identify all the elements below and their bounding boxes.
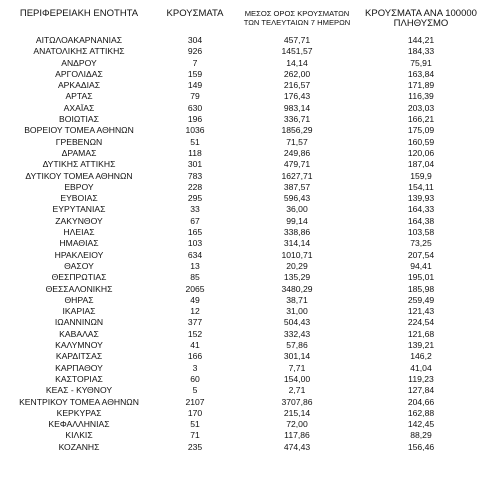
cell-avg: 71,57 bbox=[286, 136, 308, 147]
table-row bbox=[0, 125, 480, 136]
table-row bbox=[0, 385, 480, 396]
cell-cases: 51 bbox=[190, 419, 200, 430]
cell-avg: 57,86 bbox=[286, 340, 308, 351]
table-row bbox=[0, 397, 480, 408]
cell-avg: 596,43 bbox=[283, 193, 311, 204]
cell-avg: 14,14 bbox=[286, 57, 308, 68]
cell-avg: 457,71 bbox=[283, 35, 311, 45]
cell-cases: 235 bbox=[187, 441, 203, 452]
cell-per100k: 94,41 bbox=[410, 260, 432, 271]
table-row bbox=[0, 306, 480, 317]
table-row bbox=[0, 69, 480, 80]
cell-avg: 31,00 bbox=[286, 306, 308, 317]
cell-avg: 72,00 bbox=[286, 419, 308, 430]
header-region: ΠΕΡΙΦΕΡΕΙΑΚΗ ΕΝΟΤΗΤΑ bbox=[19, 8, 139, 19]
cell-avg: 474,43 bbox=[283, 441, 311, 452]
cell-avg: 314,14 bbox=[283, 238, 311, 249]
cell-cases: 783 bbox=[187, 170, 203, 181]
cell-region: ΓΡΕΒΕΝΩΝ bbox=[55, 136, 103, 147]
cell-cases: 1036 bbox=[185, 125, 205, 136]
table-row bbox=[0, 171, 480, 182]
cell-cases: 295 bbox=[187, 193, 203, 204]
table-row bbox=[0, 103, 480, 114]
cell-per100k: 127,84 bbox=[407, 385, 435, 396]
cell-cases: 60 bbox=[190, 373, 200, 384]
cell-cases: 170 bbox=[187, 407, 203, 418]
cell-region: ΔΥΤΙΚΗΣ ΑΤΤΙΚΗΣ bbox=[42, 159, 116, 170]
cell-region: ΚΙΛΚΙΣ bbox=[65, 430, 93, 441]
table-row bbox=[0, 329, 480, 340]
cell-cases: 301 bbox=[187, 159, 203, 170]
cell-avg: 176,43 bbox=[283, 91, 311, 102]
cell-cases: 2065 bbox=[185, 283, 205, 294]
cell-avg: 249,86 bbox=[283, 147, 311, 158]
cell-per100k: 160,59 bbox=[407, 136, 435, 147]
cell-avg: 338,86 bbox=[283, 227, 311, 238]
cell-avg: 332,43 bbox=[283, 328, 311, 339]
cell-cases: 630 bbox=[187, 102, 203, 113]
table-row bbox=[0, 193, 480, 204]
table-row bbox=[0, 159, 480, 170]
cell-per100k: 159,9 bbox=[410, 170, 432, 181]
cell-region: ΗΡΑΚΛΕΙΟΥ bbox=[54, 249, 104, 260]
cell-region: ΚΕΡΚΥΡΑΣ bbox=[56, 407, 102, 418]
cell-region: ΘΗΡΑΣ bbox=[64, 294, 94, 305]
cell-per100k: 121,68 bbox=[407, 328, 435, 339]
cell-region: ΑΝΔΡΟΥ bbox=[61, 57, 97, 68]
cell-region: ΚΑΒΑΛΑΣ bbox=[59, 328, 99, 339]
table-row bbox=[0, 363, 480, 374]
cell-avg: 1451,57 bbox=[281, 46, 313, 57]
cell-per100k: 203,03 bbox=[407, 102, 435, 113]
cell-avg: 479,71 bbox=[283, 159, 311, 170]
cell-cases: 2107 bbox=[185, 396, 205, 407]
cell-avg: 36,00 bbox=[286, 204, 308, 215]
table-body bbox=[0, 35, 480, 453]
table-row bbox=[0, 148, 480, 159]
cell-avg: 215,14 bbox=[283, 407, 311, 418]
table-row bbox=[0, 351, 480, 362]
cell-cases: 71 bbox=[190, 430, 200, 441]
cell-cases: 149 bbox=[187, 80, 203, 91]
cell-region: ΙΩΑΝΝΙΝΩΝ bbox=[54, 317, 104, 328]
cell-region: ΙΚΑΡΙΑΣ bbox=[62, 306, 96, 317]
cell-cases: 166 bbox=[187, 351, 203, 362]
cell-per100k: 119,23 bbox=[408, 373, 434, 384]
cell-per100k: 259,49 bbox=[407, 294, 435, 305]
table-row bbox=[0, 216, 480, 227]
cell-cases: 103 bbox=[187, 238, 203, 249]
cell-per100k: 103,58 bbox=[407, 227, 435, 238]
cell-cases: 634 bbox=[187, 249, 203, 260]
cell-per100k: 154,11 bbox=[408, 181, 434, 192]
cell-avg: 117,86 bbox=[284, 430, 310, 441]
cell-avg: 7,71 bbox=[288, 362, 306, 373]
table-row bbox=[0, 35, 480, 46]
cell-avg: 2,71 bbox=[288, 385, 306, 396]
cases-table bbox=[0, 9, 480, 453]
cell-per100k: 139,93 bbox=[407, 193, 435, 204]
table-row bbox=[0, 137, 480, 148]
cell-avg: 301,14 bbox=[283, 351, 311, 362]
cell-region: ΖΑΚΥΝΘΟΥ bbox=[55, 215, 103, 226]
cell-region: ΚΑΛΥΜΝΟΥ bbox=[55, 340, 103, 351]
cell-region: ΒΟΙΩΤΙΑΣ bbox=[59, 114, 99, 125]
table-row bbox=[0, 182, 480, 193]
cell-cases: 159 bbox=[187, 68, 203, 79]
cell-region: ΕΥΡΥΤΑΝΙΑΣ bbox=[52, 204, 106, 215]
cell-per100k: 185,98 bbox=[407, 283, 435, 294]
cell-per100k: 224,54 bbox=[407, 317, 435, 328]
cell-per100k: 171,89 bbox=[407, 80, 435, 91]
cell-per100k: 139,21 bbox=[407, 340, 435, 351]
cell-region: ΑΙΤΩΛΟΑΚΑΡΝΑΝΙΑΣ bbox=[35, 35, 123, 45]
table-row bbox=[0, 238, 480, 249]
cell-per100k: 120,06 bbox=[407, 147, 435, 158]
table-row bbox=[0, 58, 480, 69]
table-row bbox=[0, 272, 480, 283]
cell-region: ΚΑΡΔΙΤΣΑΣ bbox=[55, 351, 103, 362]
cell-cases: 152 bbox=[187, 328, 203, 339]
cell-avg: 38,71 bbox=[286, 294, 308, 305]
cell-per100k: 146,2 bbox=[410, 351, 432, 362]
cell-per100k: 204,66 bbox=[407, 396, 435, 407]
table-row bbox=[0, 284, 480, 295]
cell-cases: 13 bbox=[190, 260, 200, 271]
cell-region: ΕΥΒΟΙΑΣ bbox=[60, 193, 98, 204]
header-cases: ΚΡΟΥΣΜΑΤΑ bbox=[166, 8, 224, 19]
cell-per100k: 195,01 bbox=[407, 272, 435, 283]
cell-region: ΗΜΑΘΙΑΣ bbox=[59, 238, 99, 249]
table-header bbox=[0, 9, 480, 35]
cell-region: ΗΛΕΙΑΣ bbox=[63, 227, 95, 238]
cell-avg: 135,29 bbox=[283, 272, 311, 283]
cell-cases: 7 bbox=[192, 57, 198, 68]
cell-per100k: 144,21 bbox=[407, 35, 435, 45]
cell-region: ΚΑΣΤΟΡΙΑΣ bbox=[55, 373, 103, 384]
table-row bbox=[0, 91, 480, 102]
cell-per100k: 156,46 bbox=[407, 441, 435, 452]
table-row bbox=[0, 227, 480, 238]
cell-avg: 1010,71 bbox=[281, 249, 313, 260]
cell-per100k: 75,91 bbox=[410, 57, 432, 68]
cell-avg: 504,43 bbox=[283, 317, 311, 328]
cell-per100k: 207,54 bbox=[407, 249, 435, 260]
cell-avg: 3480,29 bbox=[281, 283, 313, 294]
cell-per100k: 73,25 bbox=[410, 238, 432, 249]
header-per100k: ΚΡΟΥΣΜΑΤΑ ΑΝΑ 100000 ΠΛΗΘΥΣΜΟ bbox=[365, 8, 477, 29]
cell-cases: 5 bbox=[192, 385, 198, 396]
cell-region: ΔΥΤΙΚΟΥ ΤΟΜΕΑ ΑΘΗΝΩΝ bbox=[25, 170, 133, 181]
cell-avg: 99,14 bbox=[286, 215, 308, 226]
cell-avg: 216,57 bbox=[283, 80, 311, 91]
cell-per100k: 142,45 bbox=[407, 419, 435, 430]
cell-region: ΚΕΦΑΛΛΗΝΙΑΣ bbox=[48, 419, 110, 430]
cell-region: ΘΕΣΣΑΛΟΝΙΚΗΣ bbox=[45, 283, 113, 294]
cell-cases: 41 bbox=[190, 340, 200, 351]
cell-cases: 85 bbox=[190, 272, 200, 283]
cell-per100k: 88,29 bbox=[410, 430, 432, 441]
table-row bbox=[0, 204, 480, 215]
cell-cases: 12 bbox=[190, 306, 200, 317]
cell-per100k: 164,33 bbox=[407, 204, 435, 215]
cell-region: ΘΑΣΟΥ bbox=[64, 260, 94, 271]
cell-cases: 926 bbox=[187, 46, 203, 57]
table-row bbox=[0, 46, 480, 57]
cell-cases: 3 bbox=[192, 362, 198, 373]
cell-cases: 228 bbox=[187, 181, 203, 192]
cell-avg: 3707,86 bbox=[281, 396, 313, 407]
cell-per100k: 166,21 bbox=[407, 114, 435, 125]
cell-region: ΚΕΑΣ - ΚΥΘΝΟΥ bbox=[45, 385, 113, 396]
cell-cases: 67 bbox=[190, 215, 200, 226]
cell-per100k: 121,43 bbox=[407, 306, 435, 317]
cell-per100k: 163,84 bbox=[407, 68, 435, 79]
cell-avg: 262,00 bbox=[283, 68, 311, 79]
cell-avg: 20,29 bbox=[286, 260, 308, 271]
cell-region: ΘΕΣΠΡΩΤΙΑΣ bbox=[51, 272, 107, 283]
cell-region: ΑΡΚΑΔΙΑΣ bbox=[57, 80, 101, 91]
cell-avg: 336,71 bbox=[283, 114, 311, 125]
cell-avg: 154,00 bbox=[283, 373, 311, 384]
header-avg: ΜΕΣΟΣ ΟΡΟΣ ΚΡΟΥΣΜΑΤΩΝ ΤΩΝ ΤΕΛΕΥΤΑΙΩΝ 7 ΗΜΕΡΩΝ bbox=[243, 9, 351, 27]
cell-per100k: 41,04 bbox=[410, 362, 432, 373]
table-row bbox=[0, 374, 480, 385]
table-row bbox=[0, 317, 480, 328]
cell-region: ΑΝΑΤΟΛΙΚΗΣ ΑΤΤΙΚΗΣ bbox=[33, 46, 125, 57]
cell-region: ΔΡΑΜΑΣ bbox=[61, 147, 97, 158]
table-row bbox=[0, 442, 480, 453]
cell-cases: 49 bbox=[190, 294, 200, 305]
cell-avg: 1627,71 bbox=[281, 170, 313, 181]
cell-region: ΕΒΡΟΥ bbox=[64, 181, 94, 192]
cell-region: ΒΟΡΕΙΟΥ ΤΟΜΕΑ ΑΘΗΝΩΝ bbox=[24, 125, 134, 136]
cell-cases: 377 bbox=[187, 317, 203, 328]
cell-cases: 304 bbox=[187, 35, 203, 45]
cell-per100k: 162,88 bbox=[407, 407, 435, 418]
cell-cases: 118 bbox=[188, 147, 202, 158]
cell-region: ΚΕΝΤΡΙΚΟΥ ΤΟΜΕΑ ΑΘΗΝΩΝ bbox=[19, 396, 139, 407]
table-row bbox=[0, 250, 480, 261]
cell-cases: 196 bbox=[187, 114, 203, 125]
cell-avg: 983,14 bbox=[283, 102, 311, 113]
table-row bbox=[0, 419, 480, 430]
cell-avg: 387,57 bbox=[283, 181, 311, 192]
cell-region: ΑΡΤΑΣ bbox=[65, 91, 93, 102]
cell-region: ΚΟΖΑΝΗΣ bbox=[58, 441, 100, 452]
cell-per100k: 164,38 bbox=[407, 215, 435, 226]
table-row bbox=[0, 430, 480, 441]
table-row bbox=[0, 295, 480, 306]
cell-per100k: 116,39 bbox=[408, 91, 434, 102]
table-row bbox=[0, 261, 480, 272]
cell-cases: 51 bbox=[190, 136, 200, 147]
cell-region: ΑΧΑΪΑΣ bbox=[63, 102, 95, 113]
cell-per100k: 187,04 bbox=[407, 159, 435, 170]
cell-cases: 33 bbox=[190, 204, 200, 215]
table-row bbox=[0, 408, 480, 419]
cell-cases: 165 bbox=[187, 227, 203, 238]
cell-cases: 79 bbox=[190, 91, 200, 102]
cell-avg: 1856,29 bbox=[281, 125, 313, 136]
table-row bbox=[0, 80, 480, 91]
cell-region: ΚΑΡΠΑΘΟΥ bbox=[55, 362, 103, 373]
table-row bbox=[0, 114, 480, 125]
cell-per100k: 175,09 bbox=[407, 125, 435, 136]
cell-per100k: 184,33 bbox=[407, 46, 435, 57]
cell-region: ΑΡΓΟΛΙΔΑΣ bbox=[55, 68, 103, 79]
table-row bbox=[0, 340, 480, 351]
